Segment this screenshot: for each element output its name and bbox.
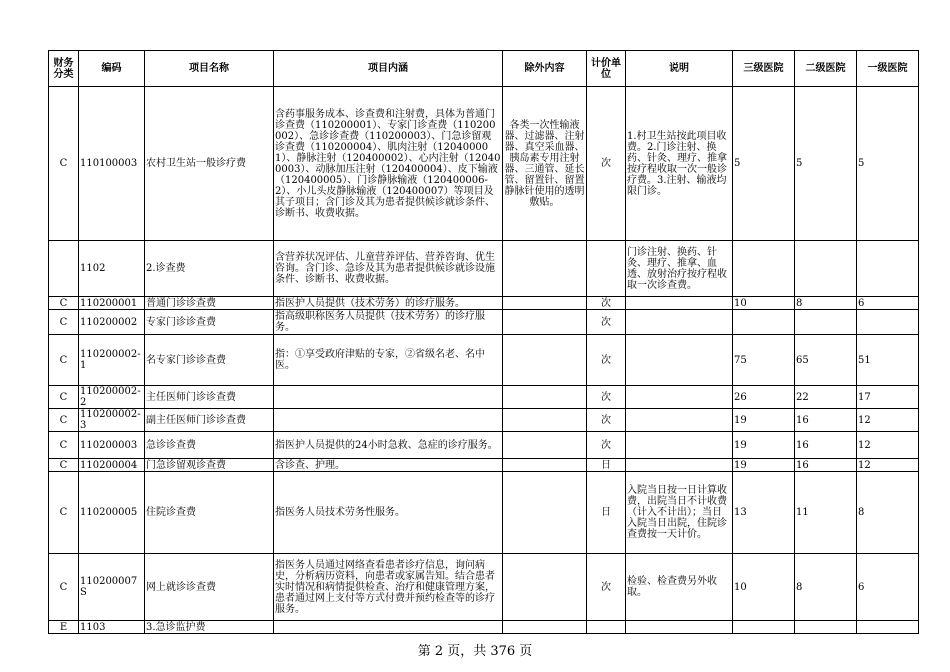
cell-code: 110200002 bbox=[79, 310, 145, 335]
cell-category: C bbox=[49, 386, 79, 409]
cell-tier3: 10 bbox=[733, 554, 795, 621]
table-row bbox=[49, 554, 919, 621]
cell-name: 主任医师门诊诊查费 bbox=[145, 386, 274, 409]
cell-tier1 bbox=[857, 241, 919, 297]
cell-note: 检验、检查费另外收取。 bbox=[626, 554, 733, 621]
table-row bbox=[49, 472, 919, 554]
page-footer: 第 2 页，共 376 页 bbox=[417, 644, 533, 659]
cell-exclude bbox=[503, 409, 587, 432]
cell-category: C bbox=[49, 310, 79, 335]
cell-tier2: 11 bbox=[795, 472, 857, 554]
cell-code: 110200001 bbox=[79, 297, 145, 310]
cell-tier2: 16 bbox=[795, 459, 857, 472]
cell-exclude bbox=[503, 621, 587, 634]
cell-tier2: 8 bbox=[795, 297, 857, 310]
cell-unit: 次 bbox=[587, 554, 626, 621]
cell-note bbox=[626, 297, 733, 310]
cell-content bbox=[274, 621, 503, 634]
cell-note: 入院当日按一日计算收费，出院当日不计收费（计入不计出）；当日入院当日出院，住院诊查费按一天计价。 bbox=[626, 472, 733, 554]
cell-category: E bbox=[49, 621, 79, 634]
header-note: 说明 bbox=[626, 51, 733, 87]
cell-tier2 bbox=[795, 241, 857, 297]
cell-tier1: 6 bbox=[857, 297, 919, 310]
cell-category: C bbox=[49, 87, 79, 241]
cell-exclude bbox=[503, 386, 587, 409]
cell-category: C bbox=[49, 297, 79, 310]
cell-name: 3.急诊监护费 bbox=[145, 621, 274, 634]
cell-tier3: 19 bbox=[733, 459, 795, 472]
cell-code: 110200004 bbox=[79, 459, 145, 472]
cell-content: 含诊查、护理。 bbox=[274, 459, 503, 472]
cell-note bbox=[626, 335, 733, 386]
cell-name: 急诊诊查费 bbox=[145, 432, 274, 459]
cell-content bbox=[274, 409, 503, 432]
header-category: 财务分类 bbox=[49, 51, 79, 87]
cell-tier3: 75 bbox=[733, 335, 795, 386]
cell-unit: 日 bbox=[587, 459, 626, 472]
cell-unit bbox=[587, 621, 626, 634]
header-tier2: 二级医院 bbox=[795, 51, 857, 87]
header-name: 项目名称 bbox=[145, 51, 274, 87]
cell-tier2: 16 bbox=[795, 432, 857, 459]
cell-unit: 次 bbox=[587, 87, 626, 241]
cell-note bbox=[626, 621, 733, 634]
cell-tier2: 5 bbox=[795, 87, 857, 241]
header-tier3: 三级医院 bbox=[733, 51, 795, 87]
cell-tier3: 19 bbox=[733, 432, 795, 459]
cell-tier2 bbox=[795, 621, 857, 634]
table-row bbox=[49, 432, 919, 459]
header-exclude: 除外内容 bbox=[503, 51, 587, 87]
cell-note bbox=[626, 310, 733, 335]
cell-tier2: 22 bbox=[795, 386, 857, 409]
cell-unit bbox=[587, 241, 626, 297]
cell-unit: 次 bbox=[587, 409, 626, 432]
cell-name: 2.诊查费 bbox=[145, 241, 274, 297]
table-row bbox=[49, 310, 919, 335]
cell-name: 农村卫生站一般诊疗费 bbox=[145, 87, 274, 241]
table-row bbox=[49, 87, 919, 241]
cell-content: 指高级职称医务人员提供（技术劳务）的诊疗服务。 bbox=[274, 310, 503, 335]
cell-unit: 次 bbox=[587, 335, 626, 386]
cell-tier1: 6 bbox=[857, 554, 919, 621]
header-unit: 计价单位 bbox=[587, 51, 626, 87]
cell-exclude bbox=[503, 310, 587, 335]
cell-unit: 次 bbox=[587, 386, 626, 409]
cell-exclude bbox=[503, 241, 587, 297]
cell-tier1: 12 bbox=[857, 459, 919, 472]
cell-tier1 bbox=[857, 621, 919, 634]
cell-tier3 bbox=[733, 310, 795, 335]
cell-content: 指医护人员提供的24小时急救、急症的诊疗服务。 bbox=[274, 432, 503, 459]
cell-name: 专家门诊诊查费 bbox=[145, 310, 274, 335]
header-content: 项目内涵 bbox=[274, 51, 503, 87]
cell-tier1: 17 bbox=[857, 386, 919, 409]
cell-exclude: 各类一次性输液器、过滤器、注射器、真空采血器、胰岛素专用注射器、三通管、延长管、留置针、留置静脉针使用的透明敷贴。 bbox=[503, 87, 587, 241]
cell-category: C bbox=[49, 472, 79, 554]
table-row bbox=[49, 335, 919, 386]
cell-category: C bbox=[49, 432, 79, 459]
cell-name: 普通门诊诊查费 bbox=[145, 297, 274, 310]
cell-code: 110200002-3 bbox=[79, 409, 145, 432]
cell-code: 1102 bbox=[79, 241, 145, 297]
cell-code: 110200005 bbox=[79, 472, 145, 554]
cell-exclude bbox=[503, 472, 587, 554]
cell-name: 门急诊留观诊查费 bbox=[145, 459, 274, 472]
cell-category: C bbox=[49, 459, 79, 472]
cell-tier3: 13 bbox=[733, 472, 795, 554]
cell-note bbox=[626, 386, 733, 409]
cell-tier2 bbox=[795, 310, 857, 335]
table-row bbox=[49, 241, 919, 297]
cell-tier1: 51 bbox=[857, 335, 919, 386]
header-code: 编码 bbox=[79, 51, 145, 87]
cell-tier1 bbox=[857, 310, 919, 335]
cell-tier3: 26 bbox=[733, 386, 795, 409]
cell-code: 1103 bbox=[79, 621, 145, 634]
cell-tier3 bbox=[733, 621, 795, 634]
cell-content: 指医务人员技术劳务性服务。 bbox=[274, 472, 503, 554]
header-tier1: 一级医院 bbox=[857, 51, 919, 87]
cell-unit: 次 bbox=[587, 310, 626, 335]
cell-content: 含药事服务成本、诊查费和注射费，具体为普通门诊查费（110200001）、专家门诊查费（110200002）、急诊诊查费（110200003）、门急诊留观诊查费（110200004）、肌肉注射（120400001）、静脉注射（120400002）、心内注射（120400003）、动脉加压注射（120400004）、皮下输液（120400005）、门诊静脉输液（120400006-2）、小儿头皮静脉输液（120400007）等项目及其子项目；含门诊及其为患者提供候诊就诊条件、诊断书、收费收据。 bbox=[274, 87, 503, 241]
cell-exclude bbox=[503, 297, 587, 310]
cell-code: 110200002-2 bbox=[79, 386, 145, 409]
cell-category: C bbox=[49, 409, 79, 432]
cell-exclude bbox=[503, 432, 587, 459]
cell-tier3: 19 bbox=[733, 409, 795, 432]
cell-note: 1.村卫生站按此项目收费。2.门诊注射、换药、针灸、理疗、推拿按疗程收取一次一般诊疗费。3.注射、输液均限门诊。 bbox=[626, 87, 733, 241]
cell-note bbox=[626, 432, 733, 459]
cell-content: 指医务人员通过网络查看患者诊疗信息，询问病史，分析病历资料，向患者或家属告知。结合患者实时情况和病情提供检查、治疗和健康管理方案，患者通过网上支付等方式付费并预约检查等的诊疗服务。 bbox=[274, 554, 503, 621]
cell-name: 名专家门诊诊查费 bbox=[145, 335, 274, 386]
cell-note bbox=[626, 459, 733, 472]
cell-tier1: 5 bbox=[857, 87, 919, 241]
cell-tier3 bbox=[733, 241, 795, 297]
cell-unit: 次 bbox=[587, 297, 626, 310]
cell-code: 110100003 bbox=[79, 87, 145, 241]
cell-code: 110200003 bbox=[79, 432, 145, 459]
cell-tier3: 5 bbox=[733, 87, 795, 241]
cell-code: 110200007S bbox=[79, 554, 145, 621]
cell-tier1: 12 bbox=[857, 432, 919, 459]
cell-unit: 日 bbox=[587, 472, 626, 554]
cell-category bbox=[49, 241, 79, 297]
header-row bbox=[49, 51, 919, 87]
cell-exclude bbox=[503, 459, 587, 472]
cell-exclude bbox=[503, 335, 587, 386]
cell-note bbox=[626, 409, 733, 432]
cell-name: 副主任医师门诊诊查费 bbox=[145, 409, 274, 432]
cell-category: C bbox=[49, 335, 79, 386]
cell-exclude bbox=[503, 554, 587, 621]
table-row bbox=[49, 621, 919, 634]
table-row bbox=[49, 386, 919, 409]
cell-name: 住院诊查费 bbox=[145, 472, 274, 554]
cell-code: 110200002-1 bbox=[79, 335, 145, 386]
fee-table bbox=[48, 50, 919, 634]
cell-tier1: 12 bbox=[857, 409, 919, 432]
cell-tier2: 16 bbox=[795, 409, 857, 432]
cell-unit: 次 bbox=[587, 432, 626, 459]
cell-category: C bbox=[49, 554, 79, 621]
cell-name: 网上就诊诊查费 bbox=[145, 554, 274, 621]
table-row bbox=[49, 459, 919, 472]
cell-tier3: 10 bbox=[733, 297, 795, 310]
cell-content: 指医护人员提供（技术劳务）的诊疗服务。 bbox=[274, 297, 503, 310]
cell-tier2: 65 bbox=[795, 335, 857, 386]
table-row bbox=[49, 409, 919, 432]
table-row bbox=[49, 297, 919, 310]
cell-tier1: 8 bbox=[857, 472, 919, 554]
cell-tier2: 8 bbox=[795, 554, 857, 621]
cell-content bbox=[274, 386, 503, 409]
cell-note: 门诊注射、换药、针灸、理疗、推拿、血透、放射治疗按疗程收取一次诊查费。 bbox=[626, 241, 733, 297]
cell-content: 含营养状况评估、儿童营养评估、营养咨询、优生咨询。含门诊、急诊及其为患者提供候诊就诊设施条件、诊断书、收费收据。 bbox=[274, 241, 503, 297]
cell-content: 指：①享受政府津贴的专家，②省级名老、名中医。 bbox=[274, 335, 503, 386]
